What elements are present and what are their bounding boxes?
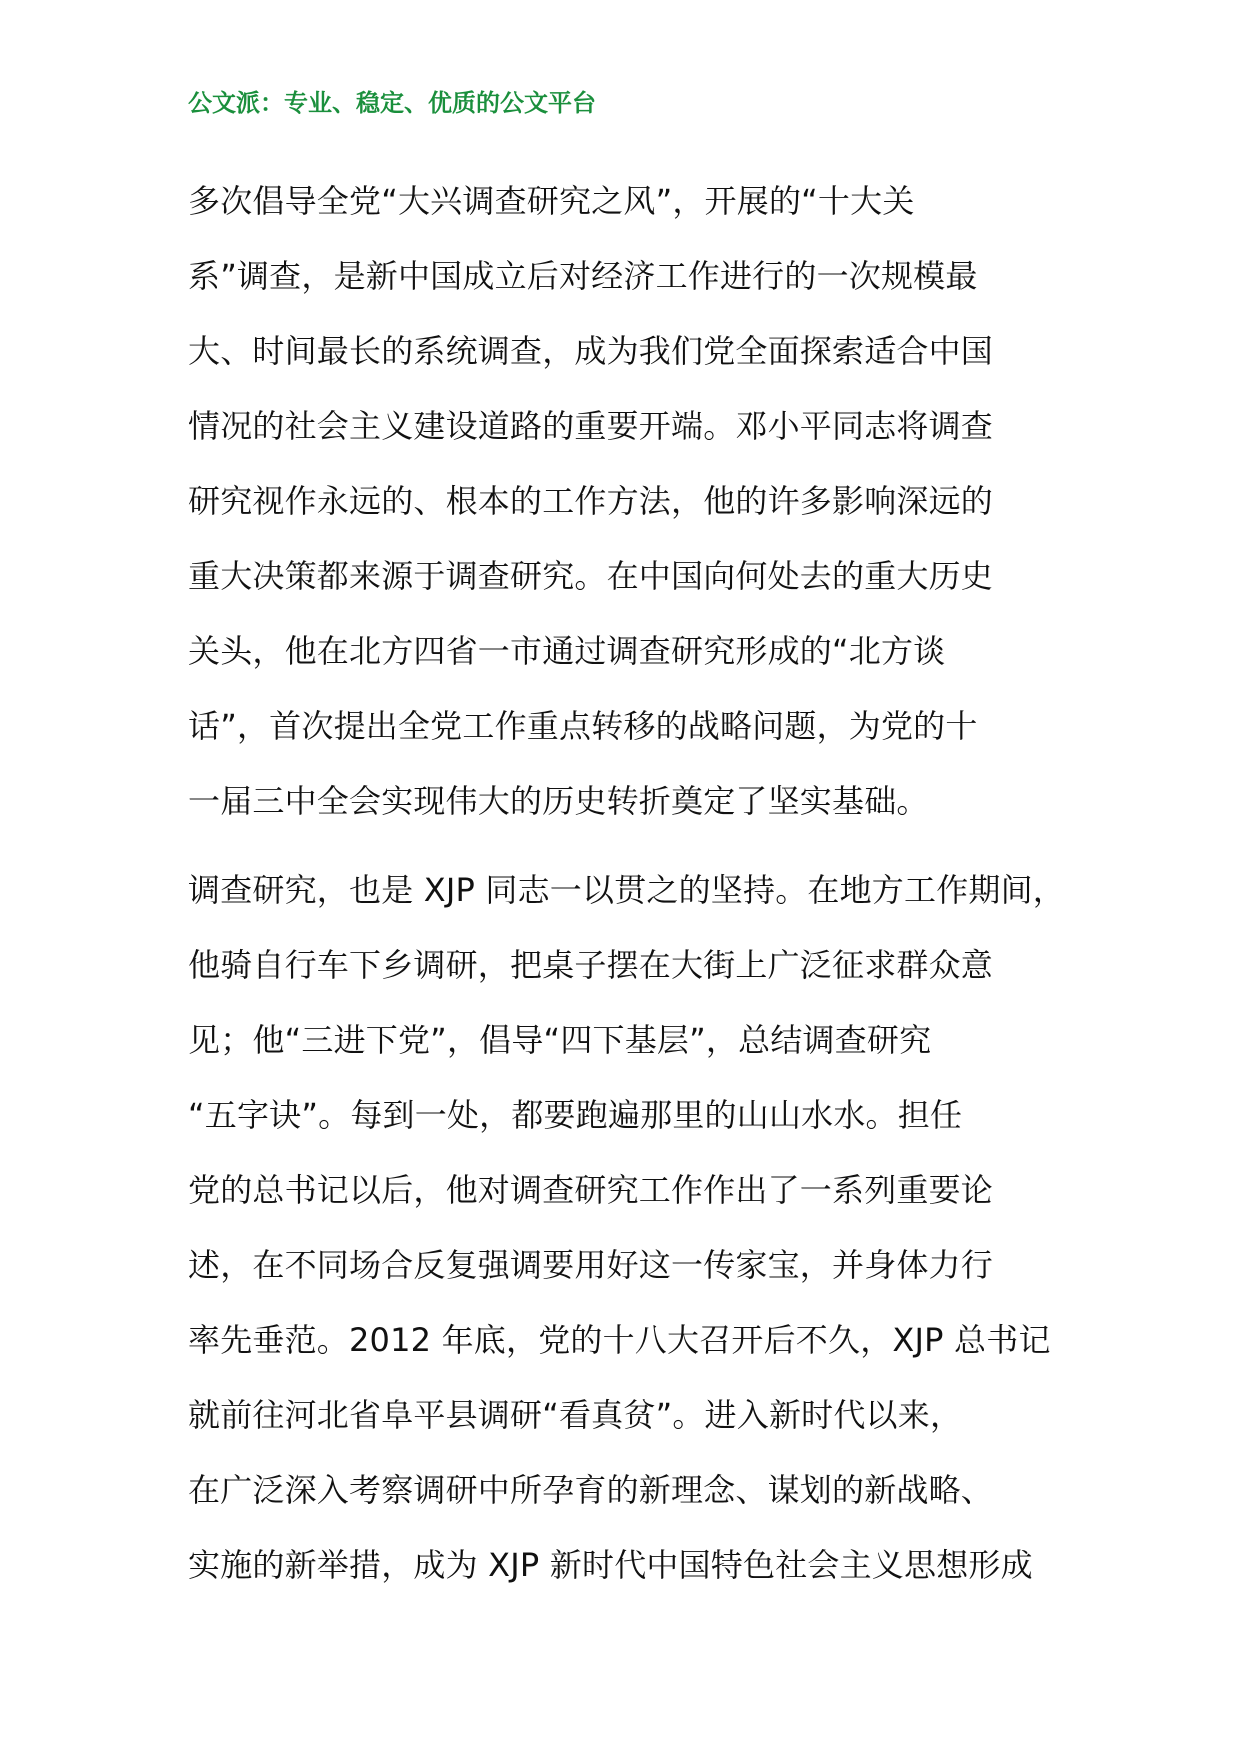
document-body [188,164,1068,1603]
header-title: 公文派：专业、稳定、优质的公文平台 [188,89,596,117]
text-line: 在广泛深入考察调研中所孕育的新理念、谋划的新战略、 [188,1471,994,1509]
text-line: 实施的新举措，成为 XJP 新时代中国特色社会主义思想形成 [188,1546,1033,1584]
text-line: 就前往河北省阜平县调研“看真贫”。进入新时代以来， [188,1396,963,1434]
text-line: “五字诀”。每到一处，都要跑遍那里的山山水水。担任 [188,1096,963,1134]
text-line: 见；他“三进下党”，倡导“四下基层”，总结调查研究 [188,1021,932,1059]
paragraph-1 [188,164,1068,839]
text-line: 调查研究，也是 XJP 同志一以贯之的坚持。在地方工作期间， [188,871,1066,909]
text-line: 他骑自行车下乡调研，把桌子摆在大街上广泛征求群众意 [188,946,994,984]
paragraph-2 [188,853,1068,1603]
text-line: 关头，他在北方四省一市通过调查研究形成的“北方谈 [188,632,946,670]
text-line: 多次倡导全党“大兴调查研究之风”，开展的“十大关 [188,182,915,220]
text-line: 情况的社会主义建设道路的重要开端。邓小平同志将调查 [188,407,994,445]
text-line: 重大决策都来源于调查研究。在中国向何处去的重大历史 [188,557,994,595]
text-line: 率先垂范。2012 年底，党的十八大召开后不久，XJP 总书记 [188,1321,1051,1359]
text-line: 研究视作永远的、根本的工作方法，他的许多影响深远的 [188,482,994,520]
text-line: 系”调查，是新中国成立后对经济工作进行的一次规模最 [188,257,978,295]
text-line: 话”，首次提出全党工作重点转移的战略问题，为党的十 [188,707,978,745]
text-line: 一届三中全会实现伟大的历史转折奠定了坚实基础。 [188,782,929,820]
text-line: 大、时间最长的系统调查，成为我们党全面探索适合中国 [188,332,994,370]
text-line: 述，在不同场合反复强调要用好这一传家宝，并身体力行 [188,1246,994,1284]
text-line: 党的总书记以后，他对调查研究工作作出了一系列重要论 [188,1171,994,1209]
